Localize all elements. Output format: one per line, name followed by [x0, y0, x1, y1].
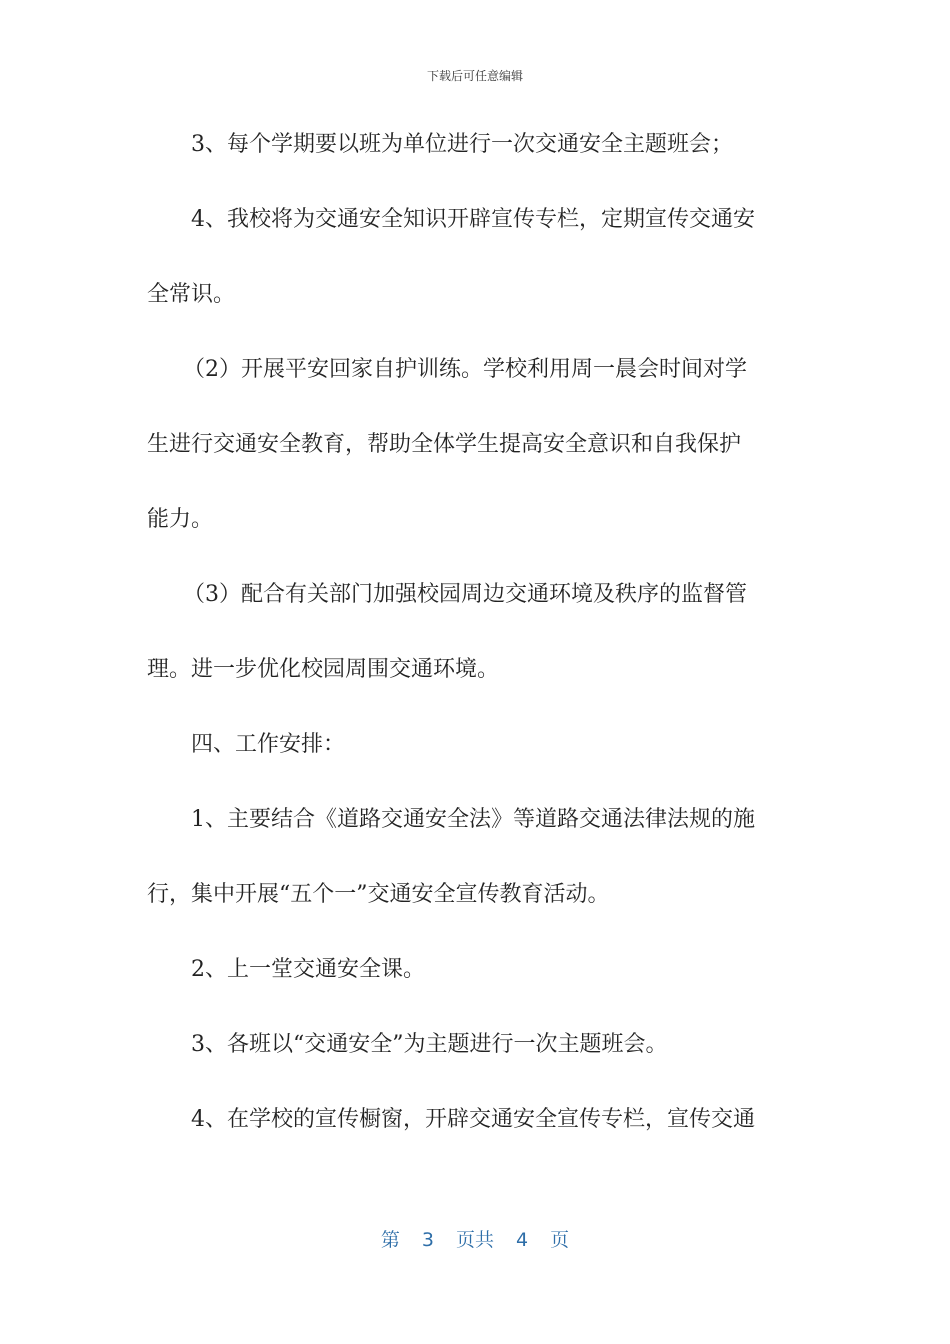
header-note: 下载后可任意编辑	[426, 69, 523, 83]
paragraph-line: 4、我校将为交通安全知识开辟宣传专栏，定期宣传交通安	[191, 207, 755, 232]
page-number-footer	[0, 1225, 950, 1252]
paragraph-line: 3、各班以“交通安全”为主题进行一次主题班会。	[191, 1032, 668, 1057]
paragraph-line: 2、上一堂交通安全课。	[191, 957, 425, 982]
paragraph-line: 生进行交通安全教育，帮助全体学生提高安全意识和自我保护	[147, 432, 742, 457]
paragraph-line: 4、在学校的宣传橱窗，开辟交通安全宣传专栏，宣传交通	[191, 1107, 755, 1132]
footer-suffix: 页	[550, 1229, 570, 1251]
paragraph-line: （2）开展平安回家自护训练。学校利用周一晨会时间对学	[183, 357, 747, 382]
footer-middle: 页共	[455, 1229, 494, 1251]
paragraph-line: 1、主要结合《道路交通安全法》等道路交通法律法规的施	[191, 807, 755, 832]
paragraph-line: 行，集中开展“五个一”交通安全宣传教育活动。	[147, 882, 610, 907]
paragraph-line: （3）配合有关部门加强校园周边交通环境及秩序的监督管	[183, 582, 747, 607]
section-heading: 四、工作安排：	[191, 732, 346, 757]
paragraph-line: 能力。	[147, 507, 214, 532]
current-page-number: 3	[421, 1229, 434, 1251]
paragraph-line: 理。进一步优化校园周围交通环境。	[147, 657, 500, 682]
paragraph-line: 3、每个学期要以班为单位进行一次交通安全主题班会；	[191, 132, 733, 157]
footer-prefix: 第	[380, 1229, 400, 1251]
paragraph-line: 全常识。	[147, 282, 236, 307]
total-pages-number: 4	[516, 1229, 529, 1251]
